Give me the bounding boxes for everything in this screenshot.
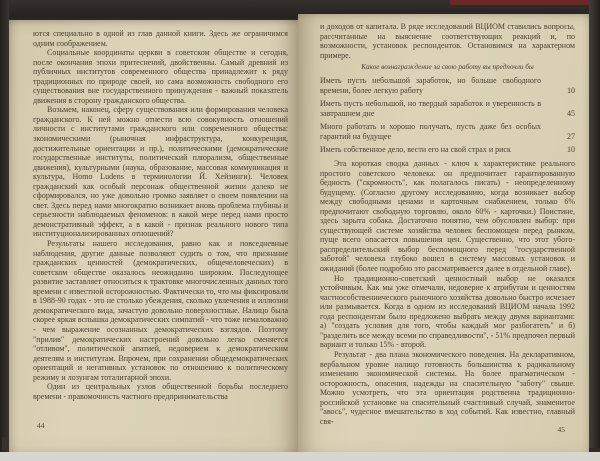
survey-option-label: Иметь пусть небольшой, но твердый заработок и уверенность в завтрашнем дне: [320, 99, 541, 118]
left-page-text: [33, 29, 288, 401]
left-page: [9, 20, 298, 452]
paragraph: Но традиционно-советский ценностный выбор не оказался устойчивым. Как мы уже отмечали, недоверие к атрибутам и ценностям частнособственнического рыночного хозяйства довольно быстро исчезает или размывается. Когда в одном из исследований ВЦИОМ начала 1992 года респондентам было предложено выбрать между двумя вариантами: а) "создать условия для того, чтобы каждый мог разбогатеть" и б) "разделить все между всеми по справедливости", - 51% предпочел первый вариант и только 15% - второй.: [320, 273, 575, 350]
paragraph: Один из центральных узлов общественной борьбы последнего времени - правомочность частного предпринимательства: [33, 382, 288, 401]
paragraph: Эта короткая сводка данных - ключ к характеристике реального простого советского человека: он предпочитает гарантированную бедность ("скромность", как полагалось писать) - неопределенному будущему. (Согласно другому исследованию, когда возникает выбор между свободными ценами и карточным снабжением, только 6% предпочитают свободную торговлю, около 60% - карточки.) Поистине, здесь зарыта собака. Достаточно понятно, чем обусловлен выбор: при существующей системе хозяйства человек беспомощен перед рынком, пуще всего опасается повышения цен. Существенно, что этот убого-распределительский выбор беспомощного перед "государственной заботой" человека глубоко вошел в систему массовых установок и ожиданий (более подробно это рассматривается далее в отдельной главе).: [320, 159, 575, 274]
survey-caption: Какое вознаграждение за свою работу вы предпочли бы: [361, 63, 534, 72]
survey-option-value: 27: [567, 131, 575, 141]
survey-option-value: 10: [567, 145, 575, 155]
paragraph: и доходов от капитала. В ряде исследований ВЦИОМ ставились вопросы, рассчитанные на выяснение соответствующих реакций и, по возможности, установок респондентов. Остановимся на характерном примере.: [320, 22, 575, 60]
paragraph: Результаты нашего исследования, равно как и повседневные наблюдения, другие данные позволяют судить о том, что признание гражданских ценностей (демократических, общечеловеческих) в советском обществе оказалось неожиданно широким. Последующее развитие заставляет относиться к трактовке многочисленных данных того времени с известной осторожностью. Фактически то, что мы фиксировали в 1988-90 годах - это не столько убеждения, сколько увлечения и иллюзии демократического вида, зачастую довольно поверхностные. Налицо была скорее яркая вспышка демократических симпатий - что тоже немаловажно - чем выражение осознанных демократических взглядов. Поэтому "прилив" демократических настроений довольно легко сменяется "отливом", политической апатией, недоверием к демократическим деятелям и институтам. Впрочем, при сохранении общедемократических ориентаций и негативных установок по отношению к политическому режиму и лозунгам тоталитарной эпохи.: [33, 239, 288, 382]
scan-bottom-edge: [0, 452, 600, 461]
survey-option-label: Иметь собственное дело, вести его на свой страх и риск: [320, 145, 511, 155]
scan-left-edge: [0, 0, 9, 455]
paragraph: Социальные координаты церкви в советском обществе и сегодня, после окончания эпохи притеснений, двойственны. Самый древний из публичных институтов современного общества принадлежит к ряду традиционных по природе своей, но сама возможность свободного его существования вне государственного принуждения - важный показатель движения в сторону гражданского общества.: [33, 48, 288, 105]
right-page-text: [320, 22, 575, 426]
book-cover-edge: [450, 0, 600, 5]
survey-row: [320, 99, 575, 118]
paragraph: Возьмем, наконец, сферу существования или формирования человека гражданского. К ней можно отнести всю совокупность отношений личности с институтами гражданского или современного общества: экономическими (рыночная инфраструктура, конкуренция, достижительные ориентации и пр.), политическими (демократические государственные институты, политический плюрализм, общественные движения), культурными (наука, образование, массовая коммуникация и культура, Homo Ludens в терминологии Й. Хейзинги). Человек гражданский как особый персонаж общественной жизни далеко не сформировался, но уже довольно громко заявляет о своем появлении на свет. Здесь перед нами многократно возникает вновь проблема глубины и серьезности наблюдаемых феноменов: в какой мере перед нами просто демонстративный эффект, а в какой - признак реального нового типа институционализированных отношений?: [33, 105, 288, 239]
survey-option-label: Много работать и хорошо получать, пусть даже без особых гарантий на будущее: [320, 122, 541, 141]
page-number: 45: [557, 425, 565, 434]
paragraph: ются специально в одной из глав данной книги. Здесь же ограничимся одним соображением.: [33, 29, 288, 48]
page-number: 44: [37, 421, 45, 430]
survey-table: [320, 63, 575, 155]
scan-speck: [2, 437, 7, 451]
survey-option-label: Иметь пусть небольшой заработок, но больше свободного времени, более легкую работу: [320, 76, 541, 95]
survey-option-value: 10: [567, 85, 575, 95]
survey-row: [320, 145, 575, 155]
survey-row: [320, 76, 575, 95]
survey-option-value: 45: [567, 108, 575, 118]
survey-row: [320, 122, 575, 141]
scan-right-edge: [589, 0, 600, 448]
paragraph: Результат - два плана экономического поведения. На декларативном, вербальном уровне налицо готовность большинства к радикальному изменению экономической системы. На более прагматическом - осторожность, опасения, надежды на спасительную "заботу" свыше. Можно усмотреть, что эта ориентация родственна традиционно-российской установке на спасительный счастливый случай, знаменитое "авось", чудесное вмешательство в ход событий. Как известно, главный свя-: [320, 349, 575, 426]
right-page: [298, 14, 589, 452]
